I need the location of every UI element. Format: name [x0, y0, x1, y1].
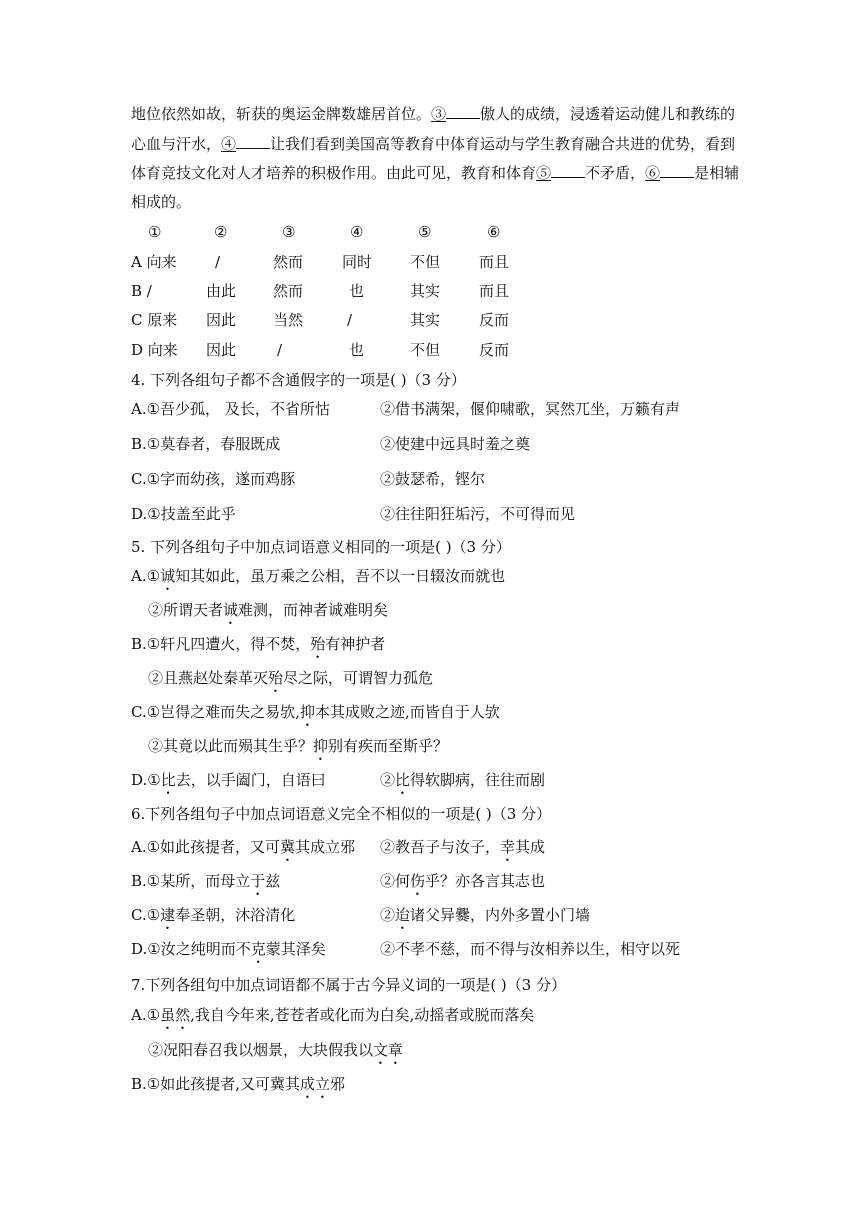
column-header: ②: [214, 223, 228, 241]
q5-option-a-1: [131, 565, 505, 594]
text: C.①: [131, 906, 161, 924]
dotted-word: 于: [250, 872, 266, 890]
option-text: ②不孝不慈，而不得与汝相养以生，相守以死: [380, 940, 681, 958]
q6-option-d: [131, 938, 851, 960]
option-cell: 当然: [273, 311, 304, 329]
option-text: D.①技盖至此乎: [131, 505, 236, 523]
option-row-a: [131, 251, 691, 273]
dotted-word: 虽然: [160, 1006, 191, 1024]
option-cell: 反而: [479, 341, 510, 359]
dotted-word: 文章: [373, 1041, 404, 1059]
q6-option-c: [131, 904, 851, 926]
passage-text: 傲人的成绩，浸透着运动健儿和教练的: [480, 105, 736, 123]
text: D.①汝之纯明而不: [131, 940, 251, 958]
option-cell: 因此: [206, 311, 237, 329]
answer-blank: [551, 163, 585, 178]
option-cell: C 原来: [131, 311, 178, 329]
text: A.①: [131, 567, 161, 585]
option-cell: 然而: [273, 253, 304, 271]
answer-blank: [660, 163, 694, 178]
text: 兹: [265, 872, 281, 890]
text: A.①如此孩提者，又可: [131, 838, 281, 856]
option-cell: 也: [349, 282, 365, 300]
question-6-stem: 6.下列各组句子中加点词语意义完全不相似的一项是( )（3 分）: [131, 805, 552, 823]
dotted-word: 成立: [300, 1075, 331, 1093]
q4-option-a: [131, 398, 851, 420]
passage-text: 让我们看到美国高等教育中体育运动与学生教育融合共进的优势，看到: [270, 135, 736, 153]
passage-text: 地位依然如故，斩获的奥运金牌数雄居首位。: [131, 105, 432, 123]
text: 其成: [515, 838, 546, 856]
text: ②所谓天者: [148, 601, 224, 619]
dotted-word: 殆: [310, 635, 326, 653]
blank-number: ④: [221, 135, 237, 153]
answer-blank: [236, 134, 270, 149]
text: 诸父异爨，内外多置小门墙: [410, 906, 591, 924]
text: ②教吾子与汝子，: [380, 838, 501, 856]
passage-line-4: [131, 191, 191, 213]
column-header: ⑤: [418, 223, 432, 241]
passage-text: 心血与汗水，: [131, 135, 222, 153]
q5-option-c-2: [148, 735, 448, 764]
blank-number: ⑥: [645, 164, 661, 182]
option-cell: 不但: [410, 341, 441, 359]
text: ,我自今年来,苍苍者或化而为白矣,动摇者或脱而落矣: [190, 1006, 535, 1024]
dotted-word: 逮: [160, 906, 176, 924]
passage-text: 相成的。: [131, 193, 192, 211]
dotted-word: 伤: [410, 872, 426, 890]
text: 知其如此，虽万乘之公相，吾不以一日辍汝而就也: [175, 567, 506, 585]
q5-option-c-1: [131, 701, 500, 730]
q7-option-a-1: [131, 1004, 534, 1033]
dotted-word: 比: [395, 771, 411, 789]
dotted-word: 诚: [160, 567, 176, 585]
option-cell: 也: [349, 341, 365, 359]
text: 有神护者: [325, 635, 386, 653]
text: 本其成败之迹,而皆自于人欤: [314, 703, 500, 721]
option-row-b: [131, 280, 691, 302]
text: 邪: [330, 1075, 346, 1093]
option-cell: /: [347, 311, 353, 329]
option-cell: 而且: [479, 282, 510, 300]
dotted-word: 抑: [299, 703, 315, 721]
text: 得软脚病，往往而剧: [410, 771, 546, 789]
column-header: ①: [148, 223, 162, 241]
passage-text: 是相辅: [694, 164, 740, 182]
q4-option-d: [131, 503, 851, 525]
dotted-word: 殆: [268, 669, 284, 687]
column-header: ⑥: [487, 223, 501, 241]
option-row-d: [131, 339, 691, 361]
q7-option-a-2: [148, 1039, 403, 1068]
column-header: ③: [282, 223, 296, 241]
option-cell: D 向来: [131, 341, 178, 359]
question-4-stem: 4. 下列各组句子都不含通假字的一项是( )（3 分）: [131, 371, 466, 389]
option-text: ②鼓瑟希，铿尔: [380, 470, 486, 488]
blank-number: ⑤: [536, 164, 552, 182]
passage-text: 不矛盾，: [585, 164, 646, 182]
option-text: ②往往阳狂垢污，不可得而见: [380, 505, 576, 523]
text: 蒙其泽矣: [265, 940, 326, 958]
option-cell: A 向来: [131, 253, 177, 271]
text: ②其竟以此而殒其生乎？: [148, 737, 314, 755]
text: ②: [380, 906, 396, 924]
option-text: A.①吾少孤， 及长，不省所怙: [131, 400, 330, 418]
q4-option-b: [131, 433, 851, 455]
text: 别有疾而至斯乎？: [328, 737, 449, 755]
q5-option-a-2: [148, 599, 388, 628]
text: B.①轩凡四遭火，得不焚，: [131, 635, 311, 653]
dotted-word: 克: [250, 940, 266, 958]
text: 其成立邪: [295, 838, 356, 856]
option-cell: 其实: [410, 311, 441, 329]
question-7-stem: 7.下列各组句中加点词语都不属于古今异义词的一项是( )（3 分）: [131, 976, 567, 994]
text: D.①: [131, 771, 161, 789]
option-cell: /: [215, 253, 221, 271]
option-text: C.①字而幼孩，遂而鸡豚: [131, 470, 296, 488]
option-cell: 然而: [273, 282, 304, 300]
option-cell: 同时: [342, 253, 373, 271]
blank-number: ③: [431, 105, 447, 123]
q4-option-c: [131, 468, 851, 490]
text: A.①: [131, 1006, 161, 1024]
question-5-stem: 5. 下列各组句子中加点词语意义相同的一项是( )（3 分）: [131, 538, 511, 556]
passage-line-2: [131, 133, 735, 155]
answer-blank: [446, 104, 480, 119]
text: 去，以手阖门，自语曰: [175, 771, 326, 789]
text: B.①某所，而母立: [131, 872, 251, 890]
option-cell: 因此: [206, 341, 237, 359]
text: ②况阳春召我以烟景，大块假我以: [148, 1041, 374, 1059]
q6-option-b: [131, 870, 851, 892]
column-header: ④: [350, 223, 364, 241]
option-text: ②借书满架，偃仰啸歌，冥然兀坐，万籁有声: [380, 400, 681, 418]
option-text: B.①莫春者，春服既成: [131, 435, 281, 453]
text: 难测，而神者诚难明矣: [238, 601, 389, 619]
text: ②何: [380, 872, 411, 890]
q5-option-b-1: [131, 633, 385, 662]
text: ②且燕赵处秦革灭: [148, 669, 269, 687]
text: 奉圣朝，沐浴清化: [175, 906, 296, 924]
text: C.①岂得之难而失之易欤,: [131, 703, 300, 721]
text: 乎？亦各言其志也: [425, 872, 546, 890]
dotted-word: 幸: [500, 838, 516, 856]
dotted-word: 诚: [223, 601, 239, 619]
passage-line-1: [131, 103, 735, 125]
option-cell: 其实: [410, 282, 441, 300]
option-text: ②使建中远具时羞之奠: [380, 435, 531, 453]
q6-option-a: [131, 836, 851, 858]
option-cell: 反而: [479, 311, 510, 329]
passage-text: 体育竞技文化对人才培养的积极作用。由此可见，教育和体育: [131, 164, 537, 182]
option-cell: 而且: [479, 253, 510, 271]
dotted-word: 比: [160, 771, 176, 789]
text: ②: [380, 771, 396, 789]
option-row-c: [131, 309, 691, 331]
dotted-word: 冀: [280, 838, 296, 856]
option-cell: 不但: [410, 253, 441, 271]
option-cell: B /: [131, 282, 152, 300]
q5-option-b-2: [148, 667, 433, 696]
q7-option-b-1: [131, 1073, 345, 1102]
dotted-word: 抑: [313, 737, 329, 755]
options-header-row: [131, 221, 691, 243]
text: 尽之际，可谓智力孤危: [283, 669, 434, 687]
passage-line-3: [131, 162, 739, 184]
dotted-word: 迨: [395, 906, 411, 924]
option-cell: /: [277, 341, 283, 359]
q5-option-d: [131, 769, 851, 791]
text: B.①如此孩提者,又可冀其: [131, 1075, 301, 1093]
option-cell: 由此: [206, 282, 237, 300]
